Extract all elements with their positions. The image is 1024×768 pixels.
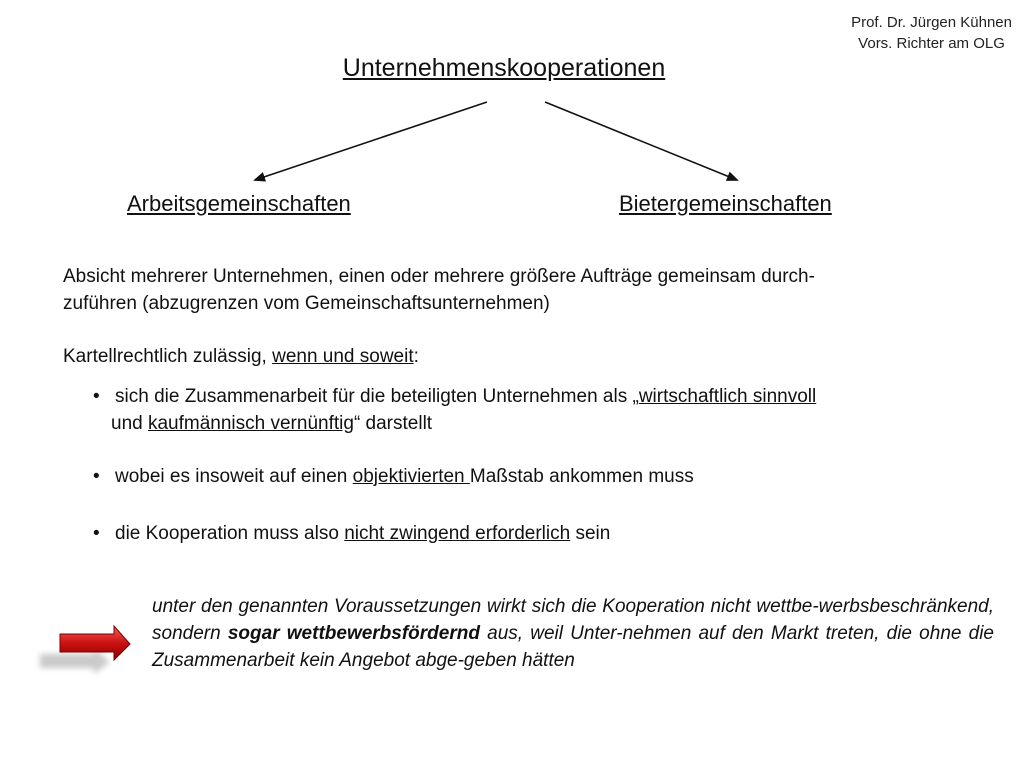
conclusion-text-b: aus, weil Unter-nehmen auf den Markt treten, die ohne die Zusammenarbeit kein Angebot abge-geben hätten xyxy=(152,623,994,671)
page-title: Unternehmenskooperationen xyxy=(342,54,666,82)
bullet-2-underline: objektivierten xyxy=(352,466,470,487)
author-name: Prof. Dr. Jürgen Kühnen xyxy=(851,14,1012,31)
bullet-3-text-b: sein xyxy=(570,523,611,544)
bullet-item-2 xyxy=(93,463,973,490)
conclusion-bold: sogar wettbewerbsfördernd xyxy=(227,623,480,644)
condition-paragraph xyxy=(63,343,973,370)
conclusion-paragraph xyxy=(152,593,994,674)
bullet-1-text-a: sich die Zusammenarbeit für die beteiligten Unternehmen als „ xyxy=(115,386,639,407)
definition-line-2: zuführen (abzugrenzen vom Gemeinschaftsunternehmen) xyxy=(63,293,550,314)
branch-arbeitsgemeinschaften: Arbeitsgemeinschaften xyxy=(127,191,351,216)
bullet-item-1 xyxy=(93,383,973,437)
bullet-icon: • xyxy=(93,523,100,544)
condition-underlined: wenn und soweit xyxy=(272,346,414,367)
arrow-left-icon xyxy=(255,102,487,180)
conclusion-text-a: unter den genannten Voraussetzungen wirkt sich die Kooperation nicht wettbe-werbsbeschränkend, sondern xyxy=(152,596,994,644)
bullet-icon: • xyxy=(93,386,100,407)
author-position: Vors. Richter am OLG xyxy=(858,35,1005,52)
bullet-3-underline: nicht zwingend erforderlich xyxy=(344,523,571,544)
bullet-2-text-a: wobei es insoweit auf einen xyxy=(115,466,353,487)
bullet-2-text-b: Maßstab ankommen muss xyxy=(469,466,694,487)
condition-prefix: Kartellrechtlich zulässig, xyxy=(63,346,273,367)
bullet-1-text-b: und xyxy=(111,413,148,434)
bullet-1-underline-a: wirtschaftlich sinnvoll xyxy=(638,386,817,407)
bullet-1-text-c: “ darstellt xyxy=(353,413,433,434)
red-arrow-icon xyxy=(30,622,140,682)
bullet-item-3 xyxy=(93,520,973,547)
condition-suffix: : xyxy=(413,346,419,367)
branch-bietergemeinschaften: Bietergemeinschaften xyxy=(619,191,832,216)
bullet-3-text-a: die Kooperation muss also xyxy=(115,523,345,544)
definition-paragraph xyxy=(63,263,973,317)
definition-line-1: Absicht mehrerer Unternehmen, einen oder mehrere größere Aufträge gemeinsam durch- xyxy=(63,266,815,287)
bullet-icon: • xyxy=(93,466,100,487)
arrow-right-icon xyxy=(545,102,737,180)
bullet-1-underline-b: kaufmännisch vernünftig xyxy=(147,413,354,434)
